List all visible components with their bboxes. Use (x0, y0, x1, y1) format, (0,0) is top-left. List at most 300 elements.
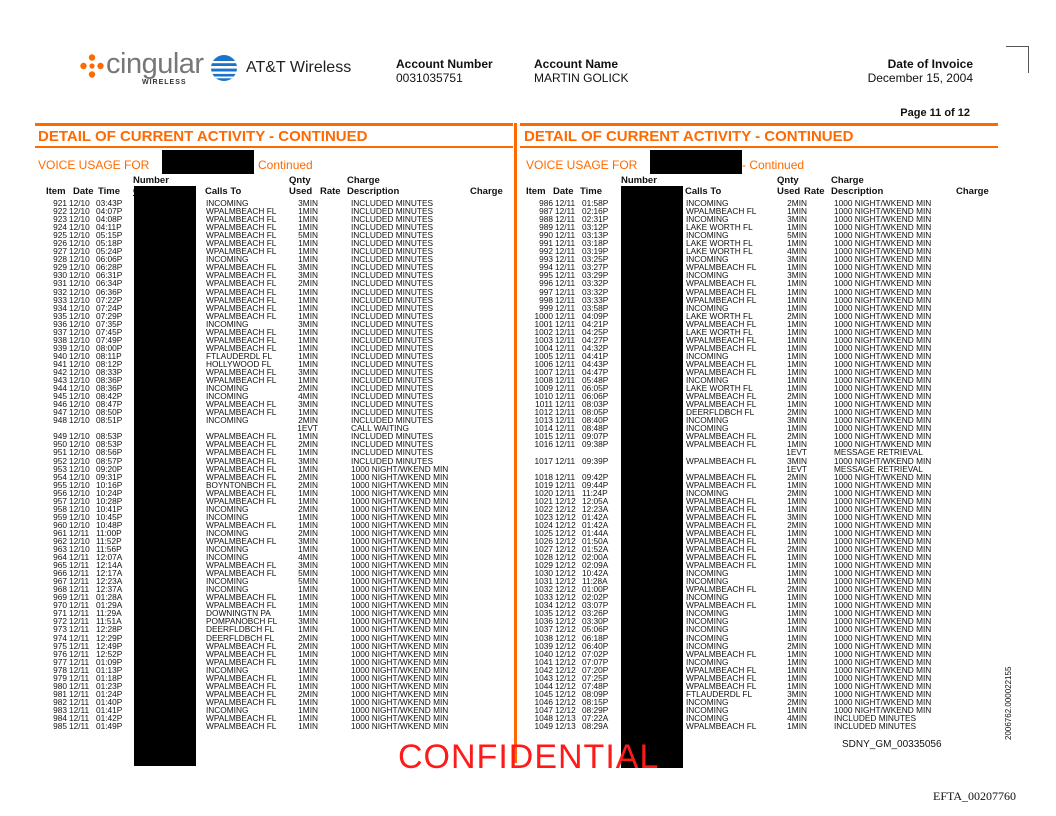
date-cell: 12/11 (555, 294, 576, 305)
date-cell: 12/12 (555, 656, 576, 667)
date-cell: 12/12 (555, 584, 576, 595)
date-cell: 12/12 (555, 592, 576, 603)
charge-description-cell: INCLUDED MINUTES (351, 447, 434, 458)
time-cell: 07:45P (96, 326, 123, 337)
item-cell: 1043 (534, 672, 553, 683)
item-cell: 991 (539, 238, 553, 249)
date-cell: 12/11 (555, 375, 576, 386)
date-cell: 12/12 (555, 664, 576, 675)
date-cell: 12/11 (555, 254, 576, 265)
qnty-cell: 2MIN (298, 439, 318, 450)
item-cell: 1041 (534, 656, 553, 667)
att-globe-icon (210, 54, 238, 82)
calls-to-cell: WPALMBEACH FL (686, 358, 757, 369)
qnty-cell: 1EVT (786, 447, 807, 458)
item-cell: 988 (539, 214, 553, 225)
hdr-qnty-top: Qnty (777, 175, 799, 186)
date-cell: 12/10 (69, 334, 90, 345)
time-cell: 05:48P (582, 375, 609, 386)
calls-to-cell: WPALMBEACH FL (686, 286, 757, 297)
item-cell: 1044 (534, 680, 553, 691)
item-cell: 1008 (534, 375, 553, 386)
charge-description-cell: 1000 NIGHT/WKEND MIN (834, 592, 932, 603)
calls-to-cell: WPALMBEACH FL (206, 455, 277, 466)
qnty-cell: 2MIN (298, 640, 318, 651)
date-cell: 12/12 (555, 640, 576, 651)
qnty-cell: 1MIN (787, 342, 807, 353)
date-cell: 12/11 (555, 318, 576, 329)
charge-description-cell: 1000 NIGHT/WKEND MIN (834, 407, 932, 418)
item-cell: 940 (53, 350, 67, 361)
calls-to-cell: INCOMING (206, 527, 249, 538)
date-cell: 12/11 (555, 350, 576, 361)
date-cell: 12/12 (555, 624, 576, 635)
charge-description-cell: 1000 NIGHT/WKEND MIN (351, 696, 449, 707)
charge-description-cell: 1000 NIGHT/WKEND MIN (834, 238, 932, 249)
qnty-cell: 1MIN (787, 479, 807, 490)
item-cell: 982 (53, 696, 67, 707)
charge-description-cell: 1000 NIGHT/WKEND MIN (351, 487, 449, 498)
charge-description-cell: INCLUDED MINUTES (351, 246, 434, 257)
charge-description-cell: 1000 NIGHT/WKEND MIN (834, 576, 932, 587)
charge-description-cell: 1000 NIGHT/WKEND MIN (834, 656, 932, 667)
qnty-cell: 5MIN (298, 568, 318, 579)
item-cell: 1045 (534, 688, 553, 699)
time-cell: 01:09P (96, 656, 123, 667)
time-cell: 08:11P (96, 350, 122, 361)
qnty-cell: 4MIN (298, 391, 318, 402)
date-cell: 12/11 (555, 270, 576, 281)
date-cell: 12/11 (69, 656, 90, 667)
charge-description-cell: 1000 NIGHT/WKEND MIN (834, 278, 932, 289)
charge-description-cell: 1000 NIGHT/WKEND MIN (834, 479, 932, 490)
right-column-headers (486, 176, 1016, 198)
item-cell: 974 (53, 632, 67, 643)
qnty-cell: 1MIN (298, 294, 318, 305)
qnty-cell: 1MIN (787, 608, 807, 619)
cingular-wordmark: cingular (106, 48, 204, 80)
qnty-cell: 1MIN (298, 592, 318, 603)
calls-to-cell: WPALMBEACH FL (686, 680, 757, 691)
item-cell: 1047 (534, 704, 553, 715)
time-cell: 03:58P (582, 302, 609, 313)
item-cell: 933 (53, 294, 67, 305)
item-cell: 984 (53, 713, 67, 723)
qnty-cell: 1MIN (787, 568, 807, 579)
time-cell: 07:49P (96, 334, 123, 345)
item-cell: 939 (53, 342, 67, 353)
date-cell: 12/10 (69, 535, 90, 546)
confidential-stamp: CONFIDENTIAL (398, 738, 660, 776)
item-cell: 929 (53, 262, 67, 273)
item-cell: 980 (53, 680, 67, 691)
calls-to-cell: WPALMBEACH FL (206, 286, 277, 297)
charge-description-cell: 1000 NIGHT/WKEND MIN (834, 294, 932, 305)
date-cell: 12/10 (69, 254, 90, 265)
item-cell: 922 (53, 206, 67, 217)
charge-description-cell: INCLUDED MINUTES (351, 342, 434, 353)
time-cell: 01:58P (582, 198, 609, 208)
qnty-cell: 1MIN (298, 310, 318, 321)
date-cell: 12/11 (69, 704, 90, 715)
charge-description-cell: 1000 NIGHT/WKEND MIN (834, 230, 932, 241)
time-cell: 10:41P (96, 503, 123, 514)
account-name-label: Account Name (534, 57, 619, 71)
qnty-cell: 3MIN (787, 270, 807, 281)
date-cell: 12/12 (555, 616, 576, 627)
date-cell: 12/11 (555, 471, 576, 482)
date-cell: 12/10 (69, 544, 90, 555)
date-cell: 12/13 (555, 721, 576, 732)
item-cell: 964 (53, 552, 67, 563)
charge-description-cell: 1000 NIGHT/WKEND MIN (351, 704, 449, 715)
calls-to-cell: LAKE WORTH FL (686, 326, 753, 337)
account-name: MARTIN GOLICK (534, 71, 629, 85)
item-cell: 1015 (534, 431, 553, 442)
calls-to-cell: BOYNTONBCH FL (206, 479, 277, 490)
charge-description-cell: INCLUDED MINUTES (351, 286, 434, 297)
qnty-cell: 2MIN (787, 471, 807, 482)
qnty-cell: 1MIN (787, 383, 807, 394)
calls-to-cell: WPALMBEACH FL (686, 471, 757, 482)
qnty-cell: 1MIN (298, 463, 318, 474)
calls-to-cell: INCOMING (686, 640, 729, 651)
qnty-cell: 1MIN (787, 238, 807, 249)
time-cell: 08:00P (96, 342, 123, 353)
date-cell: 12/10 (69, 214, 90, 225)
qnty-cell: 3MIN (298, 616, 318, 627)
calls-to-cell: WPALMBEACH FL (206, 407, 277, 418)
charge-description-cell: 1000 NIGHT/WKEND MIN (834, 350, 932, 361)
time-cell: 03:32P (582, 286, 609, 297)
item-cell: 944 (53, 383, 67, 394)
charge-description-cell: INCLUDED MINUTES (351, 407, 434, 418)
qnty-cell: 2MIN (787, 487, 807, 498)
qnty-cell: 1MIN (298, 608, 318, 619)
charge-description-cell: 1000 NIGHT/WKEND MIN (834, 439, 932, 450)
charge-description-cell: 1000 NIGHT/WKEND MIN (351, 648, 449, 659)
item-cell: 1011 (535, 399, 553, 410)
calls-to-cell: INCOMING (686, 632, 729, 643)
calls-to-cell: WPALMBEACH FL (206, 262, 277, 273)
date-cell: 12/11 (69, 624, 90, 635)
qnty-cell: 1MIN (298, 713, 318, 723)
charge-description-cell: INCLUDED MINUTES (834, 721, 917, 732)
date-cell: 12/10 (69, 383, 90, 394)
time-cell: 09:38P (582, 439, 609, 450)
time-cell: 01:23P (96, 680, 123, 691)
qnty-cell: 2MIN (787, 407, 807, 418)
qnty-cell: 1MIN (787, 206, 807, 217)
item-cell: 983 (53, 704, 67, 715)
qnty-cell: 1MIN (787, 262, 807, 273)
hdr-charge-top: Charge (347, 175, 380, 186)
qnty-cell: 1MIN (298, 696, 318, 707)
qnty-cell: 2MIN (298, 383, 318, 394)
item-cell: 1021 (534, 495, 553, 506)
qnty-cell: 1MIN (787, 600, 807, 611)
qnty-cell: 1MIN (787, 560, 807, 571)
qnty-cell: 1MIN (298, 254, 318, 265)
qnty-cell: 1MIN (298, 648, 318, 659)
qnty-cell: 3MIN (298, 366, 318, 377)
calls-to-cell: INCOMING (686, 375, 729, 386)
date-cell: 12/11 (555, 342, 576, 353)
qnty-cell: 1MIN (298, 600, 318, 611)
charge-description-cell: CALL WAITING (351, 423, 409, 434)
date-cell: 12/12 (555, 600, 576, 611)
date-cell: 12/11 (69, 721, 90, 732)
charge-description-cell: 1000 NIGHT/WKEND MIN (351, 503, 449, 514)
item-cell: 1034 (534, 600, 553, 611)
date-cell: 12/11 (555, 206, 576, 217)
time-cell: 08:29A (582, 721, 609, 732)
calls-to-cell: WPALMBEACH FL (206, 535, 277, 546)
date-cell: 12/10 (69, 246, 90, 257)
item-cell: 1001 (534, 318, 553, 329)
item-cell: 1036 (534, 616, 553, 627)
calls-to-cell: WPALMBEACH FL (206, 471, 277, 482)
time-cell: 09:07P (582, 431, 609, 442)
qnty-cell: 1MIN (298, 431, 318, 442)
date-cell: 12/11 (555, 487, 576, 498)
date-cell: 12/10 (69, 375, 90, 386)
qnty-cell: 5MIN (298, 230, 318, 241)
calls-to-cell: WPALMBEACH FL (686, 664, 757, 675)
calls-to-cell: INCOMING (206, 415, 249, 426)
item-cell: 935 (53, 310, 67, 321)
item-cell: 962 (53, 535, 67, 546)
calls-to-cell: INCOMING (686, 423, 729, 434)
time-cell: 12:49P (96, 640, 123, 651)
qnty-cell: 1MIN (787, 616, 807, 627)
date-cell: 12/11 (555, 423, 576, 434)
item-cell: 1006 (534, 358, 553, 369)
charge-description-cell: 1000 NIGHT/WKEND MIN (351, 552, 449, 563)
item-cell: 943 (53, 375, 67, 386)
calls-to-cell: WPALMBEACH FL (206, 696, 277, 707)
calls-to-cell: WPALMBEACH FL (206, 399, 277, 410)
date-cell: 12/12 (555, 648, 576, 659)
time-cell: 12:37A (96, 584, 123, 595)
charge-description-cell: 1000 NIGHT/WKEND MIN (834, 680, 932, 691)
time-cell: 07:20P (582, 664, 609, 675)
time-cell: 02:31P (582, 214, 609, 225)
date-cell: 12/11 (69, 592, 90, 603)
item-cell: 925 (53, 230, 67, 241)
charge-description-cell: 1000 NIGHT/WKEND MIN (351, 640, 449, 651)
hdr-calls-to: Calls To (685, 186, 722, 197)
time-cell: 08:51P (96, 415, 123, 426)
item-cell: 998 (539, 294, 553, 305)
charge-description-cell: INCLUDED MINUTES (351, 302, 434, 313)
calls-to-cell: WPALMBEACH FL (686, 318, 757, 329)
qnty-cell: 2MIN (787, 544, 807, 555)
charge-description-cell: 1000 NIGHT/WKEND MIN (834, 358, 932, 369)
calls-to-cell: WPALMBEACH FL (206, 592, 277, 603)
calls-to-cell: WPALMBEACH FL (206, 294, 277, 305)
calls-to-cell: LAKE WORTH FL (686, 238, 753, 249)
charge-description-cell: 1000 NIGHT/WKEND MIN (834, 254, 932, 265)
time-cell: 03:19P (582, 246, 609, 257)
charge-description-cell: 1000 NIGHT/WKEND MIN (834, 616, 932, 627)
charge-description-cell: 1000 NIGHT/WKEND MIN (834, 399, 932, 410)
time-cell: 01:50A (582, 535, 609, 546)
charge-description-cell: 1000 NIGHT/WKEND MIN (351, 471, 449, 482)
charge-description-cell: INCLUDED MINUTES (351, 294, 434, 305)
charge-description-cell: 1000 NIGHT/WKEND MIN (834, 584, 932, 595)
qnty-cell: 1MIN (787, 552, 807, 563)
right-continued-label: - Continued (742, 158, 805, 172)
qnty-cell: 2MIN (787, 198, 807, 208)
charge-description-cell: MESSAGE RETRIEVAL (834, 463, 923, 474)
qnty-cell: 1MIN (298, 302, 318, 313)
time-cell: 10:42A (582, 568, 609, 579)
left-continued-label: Continued (258, 158, 313, 172)
date-cell: 12/11 (555, 198, 576, 208)
calls-to-cell: WPALMBEACH FL (206, 495, 277, 506)
charge-description-cell: 1000 NIGHT/WKEND MIN (834, 455, 932, 466)
date-cell: 12/12 (555, 552, 576, 563)
time-cell: 07:25P (582, 672, 609, 683)
calls-to-cell: FTLAUDERDL FL (686, 688, 753, 699)
cingular-logo (80, 48, 204, 88)
hdr-charge-top: Charge (831, 175, 864, 186)
calls-to-cell: WPALMBEACH FL (686, 584, 757, 595)
calls-to-cell: DEERFLDBCH FL (686, 407, 755, 418)
date-cell: 12/12 (555, 503, 576, 514)
qnty-cell: 1MIN (298, 511, 318, 522)
item-cell: 947 (53, 407, 67, 418)
charge-description-cell: 1000 NIGHT/WKEND MIN (834, 664, 932, 675)
item-cell: 1016 (534, 439, 553, 450)
calls-to-cell: WPALMBEACH FL (206, 688, 277, 699)
time-cell: 01:52A (582, 544, 609, 555)
date-cell: 12/10 (69, 262, 90, 273)
qnty-cell: 1MIN (787, 648, 807, 659)
charge-description-cell: 1000 NIGHT/WKEND MIN (834, 608, 932, 619)
item-cell: 1026 (534, 535, 553, 546)
left-title-rule (35, 123, 513, 126)
qnty-cell: 5MIN (298, 576, 318, 587)
item-cell: 1007 (534, 366, 553, 377)
charge-description-cell: INCLUDED MINUTES (351, 206, 434, 217)
qnty-cell: 1MIN (787, 399, 807, 410)
time-cell: 04:21P (582, 318, 609, 329)
time-cell: 04:43P (582, 358, 609, 369)
date-cell: 12/11 (69, 560, 90, 571)
date-cell: 12/11 (555, 262, 576, 273)
time-cell: 06:31P (96, 270, 123, 281)
hdr-item: Item (46, 186, 66, 197)
time-cell: 10:48P (96, 519, 123, 530)
qnty-cell: 1MIN (298, 656, 318, 667)
calls-to-cell: WPALMBEACH FL (206, 246, 277, 257)
table-row (0, 722, 515, 730)
charge-description-cell: 1000 NIGHT/WKEND MIN (834, 672, 932, 683)
item-cell: 921 (53, 198, 67, 208)
item-cell: 972 (53, 616, 67, 627)
item-cell: 1048 (534, 713, 553, 723)
charge-description-cell: 1000 NIGHT/WKEND MIN (834, 648, 932, 659)
time-cell: 03:33P (582, 294, 609, 305)
charge-description-cell: 1000 NIGHT/WKEND MIN (834, 262, 932, 273)
item-cell: 942 (53, 366, 67, 377)
time-cell: 09:20P (96, 463, 123, 474)
qnty-cell: 1MIN (298, 495, 318, 506)
calls-to-cell: WPALMBEACH FL (206, 640, 277, 651)
qnty-cell: 1MIN (298, 222, 318, 233)
charge-description-cell: 1000 NIGHT/WKEND MIN (834, 214, 932, 225)
time-cell: 07:29P (96, 310, 123, 321)
item-cell: 1019 (534, 479, 553, 490)
date-cell: 12/11 (555, 286, 576, 297)
charge-description-cell: 1000 NIGHT/WKEND MIN (834, 487, 932, 498)
time-cell: 10:16P (96, 479, 123, 490)
date-cell: 12/10 (69, 310, 90, 321)
time-cell: 12:17A (96, 568, 123, 579)
calls-to-cell: LAKE WORTH FL (686, 310, 753, 321)
qnty-cell: 1MIN (787, 527, 807, 538)
charge-description-cell: 1000 NIGHT/WKEND MIN (351, 535, 449, 546)
date-cell: 12/11 (555, 214, 576, 225)
item-cell: 987 (539, 206, 553, 217)
qnty-cell: 1MIN (298, 721, 318, 732)
item-cell: 1029 (534, 560, 553, 571)
charge-description-cell: INCLUDED MINUTES (351, 198, 434, 208)
calls-to-cell: WPALMBEACH FL (206, 302, 277, 313)
calls-to-cell: WPALMBEACH FL (206, 721, 277, 732)
qnty-cell: 3MIN (298, 399, 318, 410)
charge-description-cell: INCLUDED MINUTES (351, 350, 434, 361)
calls-to-cell: WPALMBEACH FL (206, 648, 277, 659)
date-cell: 12/11 (69, 616, 90, 627)
date-cell: 12/10 (69, 278, 90, 289)
qnty-cell: 1MIN (787, 302, 807, 313)
calls-to-cell: WPALMBEACH FL (686, 479, 757, 490)
time-cell: 11:00P (96, 527, 122, 538)
charge-description-cell: 1000 NIGHT/WKEND MIN (351, 688, 449, 699)
qnty-cell: 1MIN (787, 326, 807, 337)
qnty-cell: 2MIN (298, 278, 318, 289)
item-cell: 956 (53, 487, 67, 498)
date-cell: 12/10 (69, 222, 90, 233)
calls-to-cell: WPALMBEACH FL (206, 334, 277, 345)
time-cell: 01:42P (96, 713, 123, 723)
time-cell: 01:28A (96, 592, 123, 603)
right-section-title: DETAIL OF CURRENT ACTIVITY - CONTINUED (524, 128, 854, 145)
hdr-charge: Charge (956, 186, 989, 197)
qnty-cell: 1MIN (298, 342, 318, 353)
item-cell: 1028 (534, 552, 553, 563)
qnty-cell: 2MIN (787, 431, 807, 442)
time-cell: 01:42A (582, 511, 609, 522)
item-cell: 931 (53, 278, 67, 289)
time-cell: 12:07A (96, 552, 123, 563)
item-cell: 1010 (534, 391, 553, 402)
time-cell: 11:51A (96, 616, 122, 627)
calls-to-cell: INCOMING (686, 214, 729, 225)
calls-to-cell: INCOMING (206, 318, 249, 329)
calls-to-cell: DEERFLDBCH FL (206, 624, 275, 635)
calls-to-cell: WPALMBEACH FL (686, 503, 757, 514)
calls-to-cell: INCOMING (686, 198, 729, 208)
qnty-cell: 1MIN (298, 447, 318, 458)
charge-description-cell: INCLUDED MINUTES (351, 318, 434, 329)
date-cell: 12/11 (555, 230, 576, 241)
qnty-cell: 1MIN (298, 544, 318, 555)
calls-to-cell: WPALMBEACH FL (206, 568, 277, 579)
